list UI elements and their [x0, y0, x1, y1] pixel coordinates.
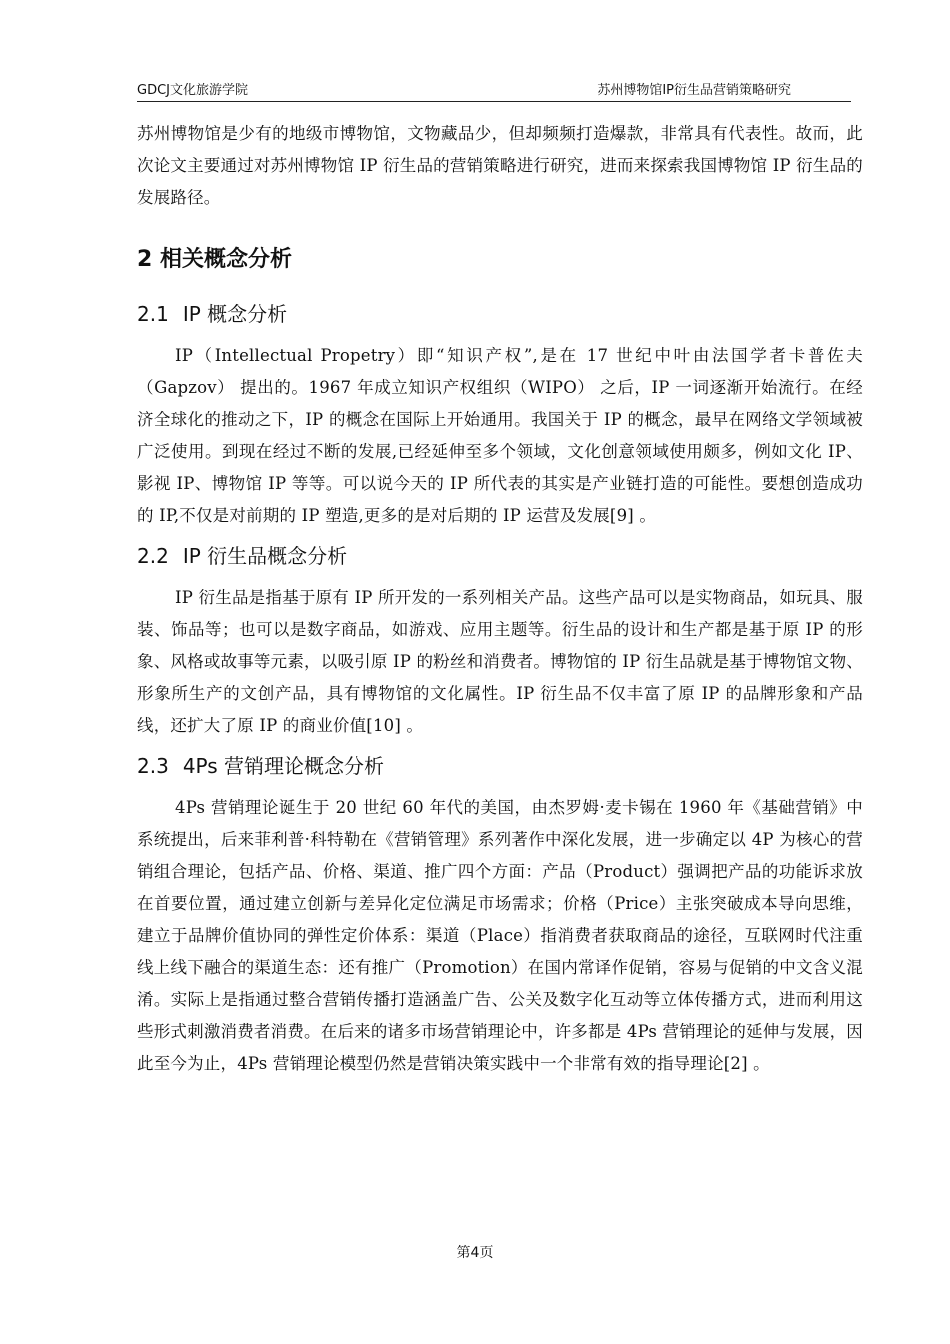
section-paragraph-2-1: IP（Intellectual Propetry）即“知识产权”,是在 17 世纪中叶由法国学者卡普佐夫（Gapzov） 提出的。1967 年成立知识产权组织（WIPO） 之后，IP 一词逐渐开始流行。在经济全球化的推动之下，IP 的概念在国际上开始通用。我国关于 IP 的概念，最早在网络文学领域被广泛使用。到现在经过不断的发展,已经延伸至多个领域，文化创意领域使用颇多，例如文化 IP、影视 IP、博物馆 IP 等等。可以说今天的 IP 所代表的其实是产业链打造的可能性。要想创造成功的 IP,不仅是对前期的 IP 塑造,更多的是对后期的 IP 运营及发展[9] 。 — [137, 346, 863, 525]
section-number: 2.1 — [137, 302, 169, 326]
page-body — [137, 118, 863, 1080]
section-paragraph-2-3: 4Ps 营销理论诞生于 20 世纪 60 年代的美国，由杰罗姆·麦卡锡在 1960 年《基础营销》中系统提出，后来菲利普·科特勒在《营销管理》系列著作中深化发展，进一步确定以 4P 为核心的营销组合理论，包括产品、价格、渠道、推广四个方面：产品（Product）强调把产品的功能诉求放在首要位置，通过建立创新与差异化定位满足市场需求；价格（Price）主张突破成本导向思维，建立于品牌价值协同的弹性定价体系：渠道（Place）指消费者获取商品的途径，互联网时代注重线上线下融合的渠道生态：还有推广（Promotion）在国内常译作促销，容易与促销的中文含义混淆。实际上是指通过整合营销传播打造涵盖广告、公关及数字化互动等立体传播方式，进而利用这些形式刺激消费者消费。在后来的诸多市场营销理论中，许多都是 4Ps 营销理论的延伸与发展，因此至今为止，4Ps 营销理论模型仍然是营销决策实践中一个非常有效的指导理论[2] 。 — [137, 798, 863, 1073]
header-institution: GDCJ文化旅游学院 — [137, 83, 248, 98]
intro-paragraph: 苏州博物馆是少有的地级市博物馆，文物藏品少，但却频频打造爆款，非常具有代表性。故而，此次论文主要通过对苏州博物馆 IP 衍生品的营销策略进行研究，进而来探索我国博物馆 IP 衍生品的发展路径。 — [137, 124, 863, 207]
section-number: 2.2 — [137, 544, 169, 568]
section-heading-2-2 — [137, 540, 863, 572]
section-heading-2-1 — [137, 298, 863, 330]
section-title: IP 概念分析 — [182, 302, 288, 326]
header-thesis-title: 苏州博物馆IP衍生品营销策略研究 — [597, 83, 791, 98]
page-header — [137, 76, 851, 102]
section-paragraph-2-2: IP 衍生品是指基于原有 IP 所开发的一系列相关产品。这些产品可以是实物商品，如玩具、服装、饰品等；也可以是数字商品，如游戏、应用主题等。衍生品的设计和生产都是基于原 IP 的形象、风格或故事等元素，以吸引原 IP 的粉丝和消费者。博物馆的 IP 衍生品就是基于博物馆文物、形象所生产的文创产品，具有博物馆的文化属性。IP 衍生品不仅丰富了原 IP 的品牌形象和产品线，还扩大了原 IP 的商业价值[10] 。 — [137, 588, 863, 735]
page-number: 第4页 — [456, 1245, 494, 1261]
section-heading-2-3 — [137, 750, 863, 782]
section-title: IP 衍生品概念分析 — [182, 544, 348, 568]
section-title: 4Ps 营销理论概念分析 — [182, 754, 385, 778]
chapter-heading: 2 相关概念分析 — [137, 247, 292, 272]
section-number: 2.3 — [137, 754, 169, 778]
